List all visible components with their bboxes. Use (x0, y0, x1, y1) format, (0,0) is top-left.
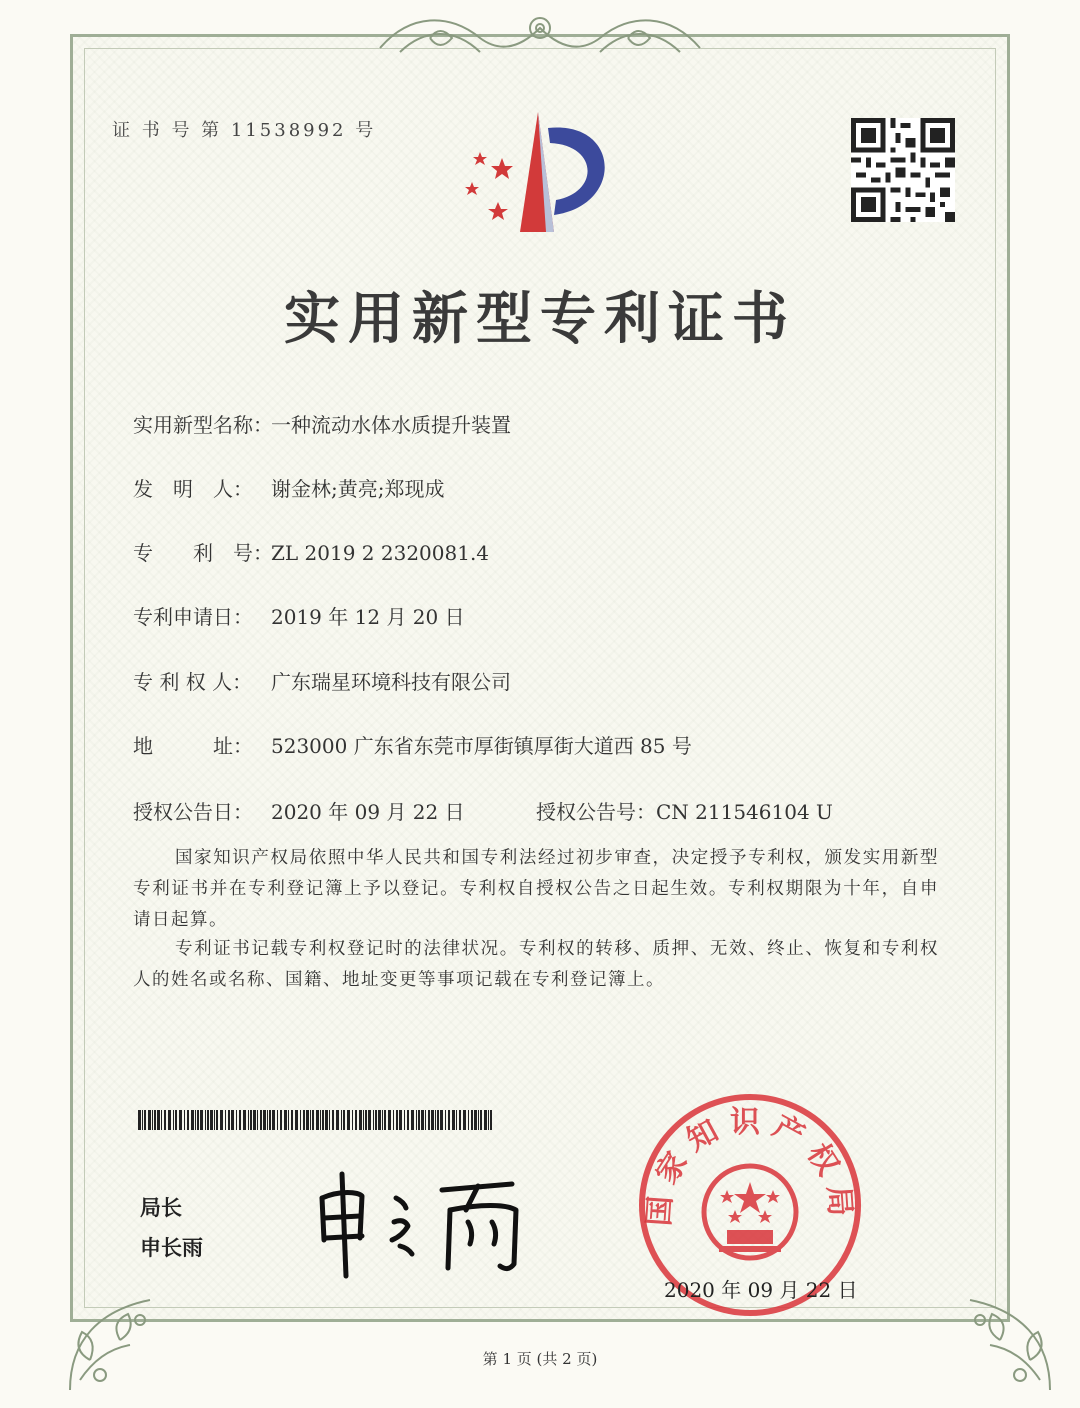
field-value: 523000 广东省东莞市厚街镇厚街大道西 85 号 (271, 734, 692, 758)
field-label: 地 址： (133, 734, 253, 758)
field-patent-number (133, 537, 489, 566)
signatory-name: 申长雨 (140, 1236, 203, 1260)
statement-paragraph-2: 专利证书记载专利权登记时的法律状况。专利权的转移、质押、无效、终止、恢复和专利权人的姓名或名称、国籍、地址变更等事项记载在专利登记簿上。 (133, 939, 939, 990)
field-label: 专利申请日： (133, 605, 253, 629)
field-label: 实用新型名称： (133, 413, 273, 437)
field-patentee (133, 666, 511, 695)
field-label: 授权公告日： (133, 800, 253, 824)
handwritten-signature (310, 1160, 550, 1280)
cnipa-logo-icon (450, 110, 620, 240)
signatory-title: 局长 (140, 1196, 182, 1220)
qr-code-icon (850, 118, 956, 222)
field-announcement-date (133, 796, 465, 825)
field-label: 发 明 人： (133, 477, 253, 501)
field-value: 广东瑞星环境科技有限公司 (271, 670, 511, 694)
field-value: 2020 年 09 月 22 日 (271, 800, 465, 824)
field-value: 谢金林;黄亮;郑现成 (271, 477, 445, 501)
field-application-date (133, 601, 465, 630)
field-value: ZL 2019 2 2320081.4 (271, 541, 490, 565)
statement-paragraph-1: 国家知识产权局依照中华人民共和国专利法经过初步审查，决定授予专利权，颁发实用新型专利证书并在专利登记簿上予以登记。专利权自授权公告之日起生效。专利权期限为十年，自申请日起算。 (133, 848, 939, 930)
field-address (133, 730, 692, 759)
issue-date: 2020 年 09 月 22 日 (664, 1278, 858, 1302)
field-label: 专 利 权 人： (133, 670, 253, 694)
corner-ornament-bottom-left (60, 1260, 190, 1400)
page-indicator: 第 1 页 (共 2 页) (482, 1350, 598, 1368)
field-utility-model-name (133, 409, 511, 438)
field-value: 2019 年 12 月 20 日 (271, 605, 465, 629)
field-label: 专 利 号： (133, 541, 273, 565)
certificate-title: 实用新型专利证书 (284, 287, 796, 352)
top-ornament (370, 8, 710, 64)
field-inventors (133, 473, 444, 502)
barcode-icon (138, 1110, 493, 1130)
certificate-number: 证 书 号 第 11538992 号 (112, 120, 377, 141)
svg-text:国家知识产权局: 国家知识产权局 (641, 1105, 859, 1228)
corner-ornament-bottom-right (930, 1260, 1060, 1400)
announcement-number: 授权公告号：CN 211546104 U (536, 800, 833, 824)
field-value: 一种流动水体水质提升装置 (271, 413, 511, 437)
